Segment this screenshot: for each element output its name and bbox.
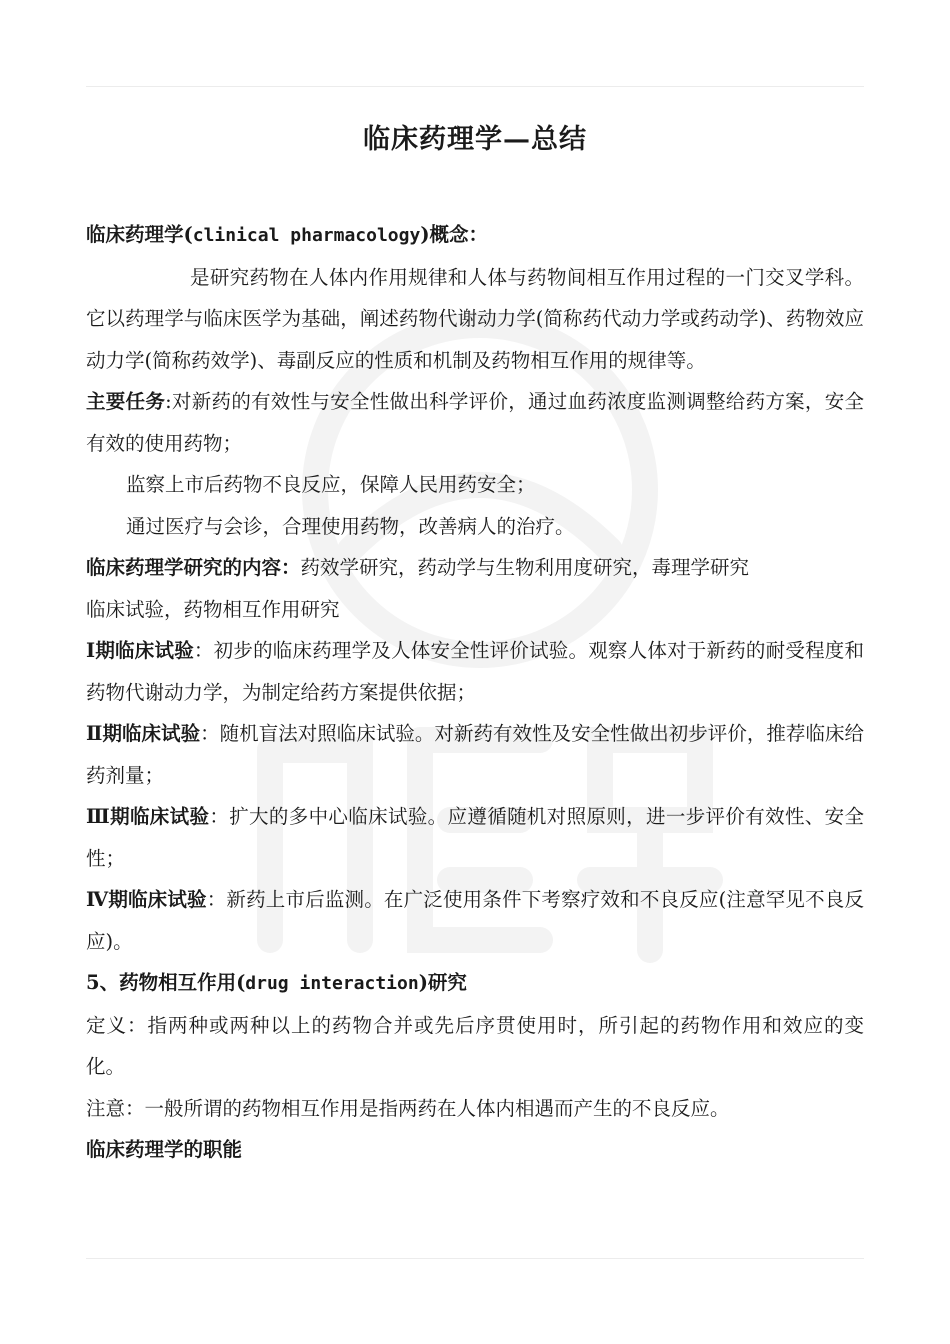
- interaction-definition: 定义：指两种或两种以上的药物合并或先后序贯使用时，所引起的药物作用和效应的变化。: [86, 1013, 864, 1078]
- tasks-item-3: 通过医疗与会诊，合理使用药物，改善病人的治疗。: [126, 514, 575, 538]
- phase-2-label: Ⅱ期临床试验: [86, 722, 201, 745]
- interaction-heading-term: drug interaction: [245, 973, 419, 994]
- research-line-2: 临床试验，药物相互作用研究: [86, 597, 340, 621]
- interaction-note: 注意：一般所谓的药物相互作用是指两药在人体内相遇而产生的不良反应。: [86, 1096, 730, 1120]
- concept-paragraph: 是研究药物在人体内作用规律和人体与药物间相互作用过程的一门交叉学科。它以药理学与临床医学为基础，阐述药物代谢动力学(简称药代动力学或药动学)、药物效应动力学(简称药效学)、毒副反应的性质和机制及药物相互作用的规律等。: [86, 265, 864, 372]
- tasks-item-2: 监察上市后药物不良反应，保障人民用药安全；: [126, 473, 536, 496]
- phase-3-label: Ⅲ期临床试验: [86, 805, 210, 828]
- phase-1-label: Ⅰ期临床试验: [86, 639, 194, 662]
- phase-3-paragraph: [86, 796, 864, 879]
- phase-4-body: ：新药上市后监测。在广泛使用条件下考察疗效和不良反应(注意罕见不良反应)。: [86, 888, 864, 953]
- phase-1-body: ：初步的临床药理学及人体安全性评价试验。观察人体对于新药的耐受程度和药物代谢动力学，为制定给药方案提供依据；: [86, 639, 864, 704]
- functions-heading: 临床药理学的职能: [86, 1138, 243, 1161]
- concept-heading-term: clinical pharmacology: [192, 225, 421, 246]
- phase-2-paragraph: [86, 713, 864, 796]
- research-paragraph: [86, 547, 864, 589]
- footer-rule: [86, 1258, 864, 1259]
- phase-2-body: ：随机盲法对照临床试验。对新药有效性及安全性做出初步评价，推荐临床给药剂量；: [86, 722, 864, 787]
- tasks-label: 主要任务: [86, 390, 166, 413]
- phase-1-paragraph: [86, 630, 864, 713]
- phase-4-label: Ⅳ期临床试验: [86, 888, 207, 911]
- tasks-body: :对新药的有效性与安全性做出科学评价，通过血药浓度监测调整给药方案，安全有效的使用药物；: [86, 390, 864, 455]
- concept-heading: 临床药理学(clinical pharmacology)概念：: [86, 223, 489, 246]
- research-body: 药效学研究，药动学与生物利用度研究，毒理学研究: [300, 556, 750, 579]
- interaction-heading: 5、药物相互作用(drug interaction)研究: [86, 971, 467, 994]
- header-rule: [86, 86, 864, 87]
- tasks-paragraph: [86, 381, 864, 464]
- phase-3-body: ：扩大的多中心临床试验。应遵循随机对照原则，进一步评价有效性、安全性；: [86, 805, 864, 870]
- page-title: 临床药理学—总结: [363, 124, 587, 155]
- research-label: 临床药理学研究的内容：: [86, 556, 301, 579]
- document-body: [86, 214, 864, 1171]
- phase-4-paragraph: [86, 879, 864, 962]
